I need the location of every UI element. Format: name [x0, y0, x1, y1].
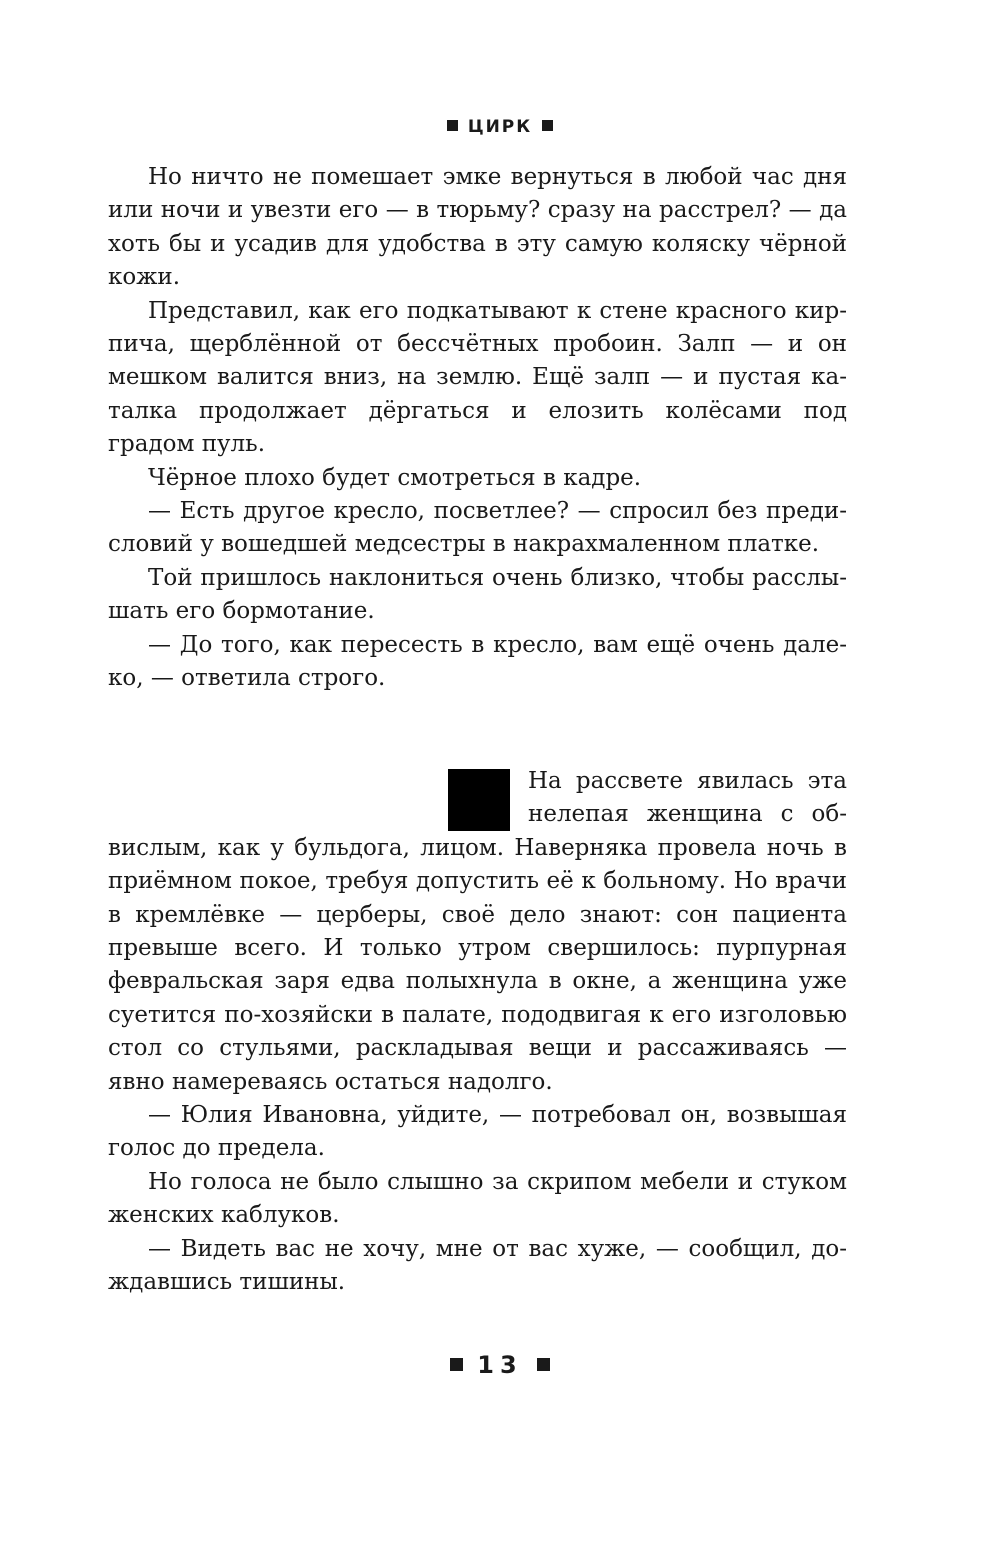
paragraph: Но голоса не было слышно за скрипом мебели и стуком женских каблуков. [108, 1168, 847, 1229]
square-ornament-icon [447, 120, 458, 131]
text-block-1 [108, 161, 847, 696]
square-ornament-icon [450, 1358, 463, 1371]
paragraph: — До того, как пересесть в кресло, вам ещё очень далеко, — ответила строго. [108, 631, 847, 692]
square-ornament-icon [537, 1358, 550, 1371]
running-header [0, 116, 1000, 138]
paragraph: Представил, как его подкатывают к стене красного кирпича, щерблённой от бессчётных пробоин. Залп — и он мешком валится вниз, на землю. Ещё залп — и пустая каталка продолжает дёргаться и елозить колёсами под градом пуль. [108, 297, 847, 458]
paragraph: — Юлия Ивановна, уйдите, — потребовал он, возвышая голос до предела. [108, 1102, 847, 1162]
paragraph: На рассвете явилась эта нелепая женщина с обвислым, как у бульдога, лицом. Наверняка провела ночь в приёмном покое, требуя допустить её к больному. Но врачи в кремлёвке — церберы, своё дело знают: сон пациента превыше всего. И только утром свершилось: пурпурная февральская заря едва полыхнула в окне, а женщина уже суетится по-хозяйски в палате, пододвигая к его изголовью стол со стульями, раскладывая вещи и рассаживаясь — явно намереваясь остаться надолго. [108, 768, 847, 1095]
page-footer [0, 1351, 1000, 1379]
paragraph: — Есть другое кресло, посветлее? — спросил без предисловий у вошедшей медсестры в накрахмаленном платке. [108, 498, 847, 558]
page-number: 13 [477, 1351, 523, 1379]
section-break-square-icon [448, 769, 510, 831]
paragraph: Чёрное плохо будет смотреться в кадре. [148, 464, 642, 491]
header-title: ЦИРК [467, 117, 533, 137]
text-block-2 [108, 765, 847, 1300]
square-ornament-icon [542, 120, 553, 131]
paragraph: — Видеть вас не хочу, мне от вас хуже, — сообщил, дождавшись тишины. [108, 1235, 847, 1296]
paragraph: Но ничто не помешает эмке вернуться в любой час дня или ночи и увезти его — в тюрьму? сразу на расстрел? — да хоть бы и усадив для удобства в эту самую коляску чёрной кожи. [108, 164, 847, 291]
paragraph: Той пришлось наклониться очень близко, чтобы расслышать его бормотание. [108, 564, 847, 625]
